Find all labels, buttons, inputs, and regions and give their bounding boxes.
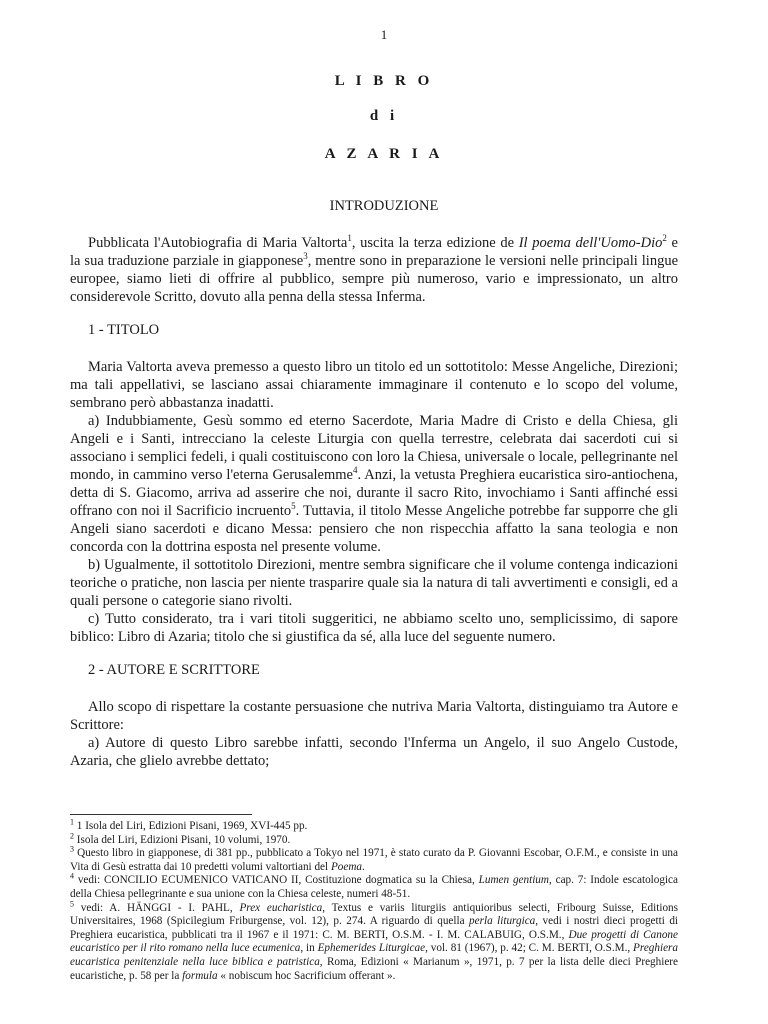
section-1-body bbox=[70, 358, 678, 646]
section-2-paragraph: Allo scopo di rispettare la costante persuasione che nutriva Maria Valtorta, distinguiamo tra Autore e Scrittore: bbox=[70, 699, 678, 733]
section-1-paragraph: Maria Valtorta aveva premesso a questo libro un titolo ed un sottotitolo: Messe Angeliche, Direzioni; ma tali appellativi, se lasciano assai chiaramente immaginare il contenuto e lo scopo del volume, sembrano però abbastanza inadatti. bbox=[70, 359, 678, 411]
footnote-ref-1[interactable]: 1 bbox=[347, 233, 352, 244]
section-2-body bbox=[70, 698, 678, 770]
section-2-heading: 2 - AUTORE E SCRITTORE bbox=[88, 662, 260, 678]
section-1-heading: 1 - TITOLO bbox=[88, 322, 160, 338]
footnote-5: $^5$ vedi: A. HÄNGGI - I. PAHL, Prex eucharistica, Textus e variis liturgiis antiquioribus selecti, Fribourg Suisse, Editions Universitaires, 1968 (Spicilegium Friburgense, vol. 12), p. 274. A riguardo di quella perla liturgica, vedi i nostri dieci progetti di Preghiera eucaristica, pubblicati tra il 1967 e il 1971: C. M. BERTI, O.S.M. - I. M. CALABUIG, O.S.M., Due progetti di Canone eucaristico per il rito romano nella luce ecumenica, in Ephemerides Liturgicae, vol. 81 (1967), p. 42; C. M. BERTI, O.S.M., Preghiera eucaristica penitenziale nella luce biblica e patristica, Roma, Edizioni « Marianum », 1971, p. 7 per la lista delle dieci Preghiere eucaristiche, p. 58 per la formula « nobiscum hoc Sacrificium offerant ». bbox=[70, 898, 679, 982]
footnote-3: $^3$ Questo libro in giapponese, di 381 pp., pubblicato a Tokyo nel 1971, è stato curato da P. Giovanni Escobar, O.F.M., e consiste in una Vita di Gesù estratta dai 10 predetti volumi valtortiani del Poema. bbox=[70, 844, 678, 873]
intro-heading: INTRODUZIONE bbox=[329, 198, 439, 214]
footnote-ref-4[interactable]: 4 bbox=[352, 465, 358, 476]
title-line-3: A Z A R I A bbox=[324, 146, 444, 162]
footnote-ref-2[interactable]: 2 bbox=[662, 233, 667, 244]
footnote-4: $^4$ vedi: CONCILIO ECUMENICO VATICANO II, Costituzione dogmatica su la Chiesa, Lumen gentium, cap. 7: Indole escatologica della Chiesa pellegrinante e sua unione con la Chiesa celeste, numeri 48-51. bbox=[70, 871, 678, 900]
title-line-1: L I B R O bbox=[334, 73, 434, 89]
footnote-ref-5[interactable]: 5 bbox=[291, 501, 296, 512]
footnote-2: $^2$ Isola del Liri, Edizioni Pisani, 10 volumi, 1970. bbox=[70, 830, 291, 846]
footnote-1: $^1$ 1 Isola del Liri, Edizioni Pisani, 1969, XVI-445 pp. bbox=[70, 817, 308, 832]
page-number: 1 bbox=[380, 27, 388, 42]
footnotes bbox=[70, 817, 679, 983]
section-1-point-a: a) Indubbiamente, Gesù sommo ed eterno Sacerdote, Maria Madre di Cristo e della Chiesa, gli Angeli e i Santi, intrecciano la celeste Liturgia con quella terrestre, celebrata dai sacerdoti cui si associano i semplici fedeli, i quali costituiscono con loro la Chiesa, universale o locale, pellegrinante nel mondo, in cammino verso l'eterna Gerusalemme$^4$. Anzi, la vetusta Preghiera eucaristica siro-antiochena, detta di S. Giacomo, arriva ad asserire che noi, durante il sacro Rito, invochiamo i Santi affinché essi offrano con noi il Sacrificio incruento$^5$. Tuttavia, il titolo Messe Angeliche potrebbe far supporre che gli Angeli siano sacerdoti e dicano Messa: pensiero che non rispecchia affatto la sana teologia e non concorda con la dottrina esposta nel presente volume. bbox=[70, 413, 678, 555]
intro-paragraph: Pubblicata l'Autobiografia di Maria Valtorta$^1$, uscita la terza edizione de Il poema dell'Uomo-Dio$^2$ e la sua traduzione parziale in giapponese$^3$, mentre sono in preparazione le versioni nelle principali lingue europee, siamo lieti di offrire al pubblico, sempre più numeroso, vario e impressionato, un altro considerevole Scritto, dovuto alla penna della stessa Inferma. bbox=[70, 233, 679, 305]
section-1-point-c: c) Tutto considerato, tra i vari titoli suggeritici, ne abbiamo scelto uno, semplicissimo, di sapore biblico: Libro di Azaria; titolo che si giustifica da sé, alla luce del seguente numero. bbox=[70, 611, 678, 645]
section-2-point-a: a) Autore di questo Libro sarebbe infatti, secondo l'Inferma un Angelo, il suo Angelo Custode, Azaria, che glielo avrebbe dettato; bbox=[70, 735, 678, 769]
title-line-2: d i bbox=[369, 108, 399, 124]
footnote-ref-3[interactable]: 3 bbox=[303, 251, 308, 262]
footnote-divider bbox=[70, 814, 252, 815]
section-1-point-b: b) Ugualmente, il sottotitolo Direzioni, mentre sembra significare che il volume contenga indicazioni teoriche o pratiche, non lascia per niente trasparire quale sia la natura di tali avvertimenti e consigli, ed a quali persone o categorie siano rivolti. bbox=[70, 557, 678, 609]
